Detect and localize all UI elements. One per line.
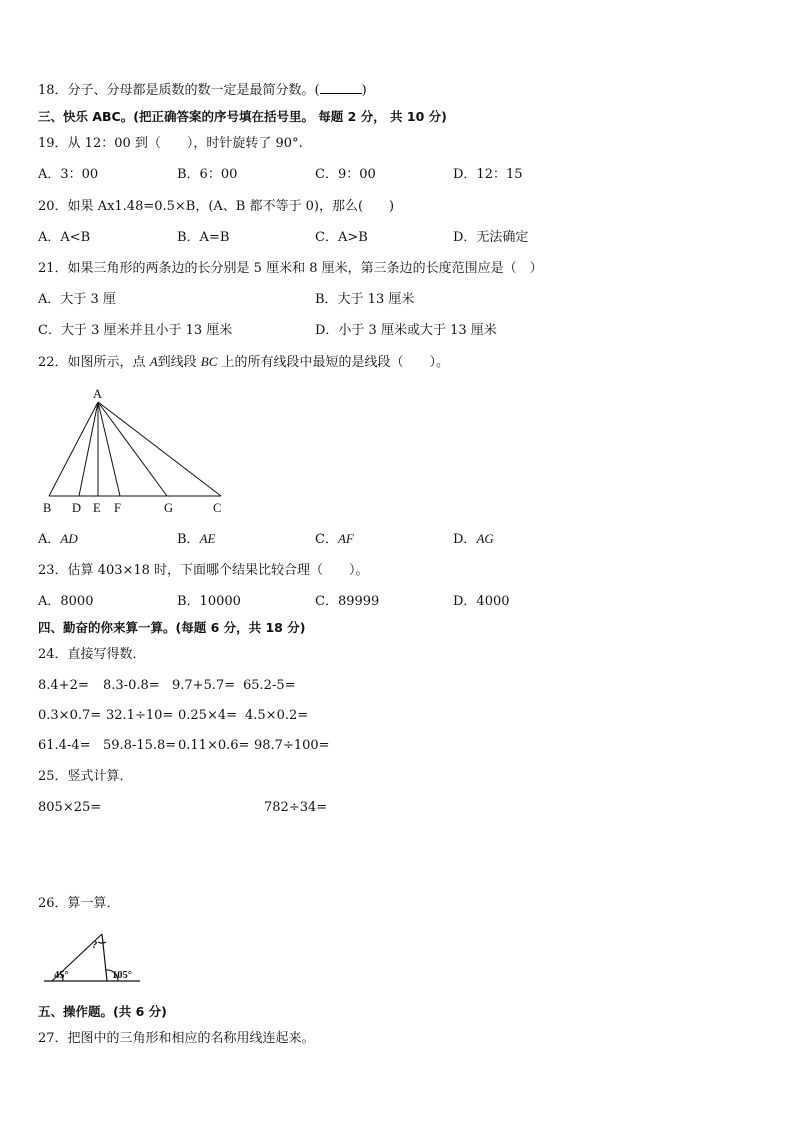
label-f: F — [114, 501, 121, 515]
q20-option-d[interactable]: D．无法确定 — [453, 230, 529, 245]
question-20: 20．如果 Ax1.48=0.5×B，(A、B 都不等于 0)，那么( ) — [38, 199, 395, 214]
question-23: 23．估算 403×18 时，下面哪个结果比较合理（ ）。 — [38, 563, 369, 578]
angle-triangle-figure — [40, 928, 150, 986]
label-d: D — [72, 501, 82, 515]
vertical-calc-left: 805×25= — [38, 800, 102, 815]
q23-option-d[interactable]: D．4000 — [453, 594, 510, 609]
segment-ad — [79, 402, 98, 496]
segment-ab — [49, 402, 98, 496]
section-4-heading: 四、勤奋的你来算一算。(每题 6 分，共 18 分) — [38, 620, 306, 635]
angle-label-105: 105° — [112, 970, 132, 981]
q19-option-c[interactable]: C．9：00 — [315, 167, 376, 182]
calc-item: 0.11×0.6= — [178, 738, 250, 753]
q21-option-c[interactable]: C．大于 3 厘米并且小于 13 厘米 — [38, 323, 233, 338]
calc-item: 98.7÷100= — [254, 738, 330, 753]
calc-item: 0.3×0.7= — [38, 708, 102, 723]
angle-arc-top — [98, 942, 106, 943]
calc-item: 0.25×4= — [178, 708, 238, 723]
calc-item: 59.8-15.8= — [103, 738, 177, 753]
q22-option-c[interactable]: C．AF — [315, 531, 354, 547]
calc-item: 8.3-0.8= — [103, 678, 160, 693]
question-21: 21．如果三角形的两条边的长分别是 5 厘米和 8 厘米，第三条边的长度范围应是（ ） — [38, 261, 543, 276]
q23-option-c[interactable]: C．89999 — [315, 594, 380, 609]
q19-option-a[interactable]: A．3：00 — [38, 167, 99, 182]
question-26: 26．算一算． — [38, 896, 120, 911]
q23-option-b[interactable]: B．10000 — [177, 594, 241, 609]
q20-option-a[interactable]: A．A<B — [38, 230, 91, 245]
answer-blank[interactable] — [320, 81, 362, 94]
question-24: 24．直接写得数． — [38, 647, 146, 662]
q20-option-b[interactable]: B．A=B — [177, 230, 230, 245]
label-e: E — [93, 501, 101, 515]
calc-item: 65.2-5= — [243, 678, 296, 693]
q22-option-d[interactable]: D．AG — [453, 531, 494, 547]
q20-option-c[interactable]: C．A>B — [315, 230, 368, 245]
question-19: 19．从 12：00 到（ ），时针旋转了 90°. — [38, 136, 303, 151]
calc-item: 32.1÷10= — [106, 708, 174, 723]
q19-option-d[interactable]: D．12：15 — [453, 167, 523, 182]
right-side — [102, 934, 107, 981]
question-22: 22．如图所示，点 A到线段 BC 上的所有线段中最短的是线段（ ）。 — [38, 354, 450, 370]
question-27: 27．把图中的三角形和相应的名称用线连起来。 — [38, 1031, 315, 1046]
label-a: A — [93, 387, 103, 401]
q21-option-a[interactable]: A．大于 3 厘 — [38, 292, 116, 307]
vertical-calc-right: 782÷34= — [264, 800, 328, 815]
q23-option-a[interactable]: A．8000 — [38, 594, 94, 609]
unknown-angle-label: ? — [92, 940, 98, 951]
label-b: B — [43, 501, 52, 515]
q21-option-b[interactable]: B．大于 13 厘米 — [315, 292, 415, 307]
calc-item: 9.7+5.7= — [172, 678, 236, 693]
q19-option-b[interactable]: B．6：00 — [177, 167, 238, 182]
section-3-heading: 三、快乐 ABC。(把正确答案的序号填在括号里。 每题 2 分， 共 10 分) — [38, 109, 447, 124]
q22-option-a[interactable]: A．AD — [38, 531, 78, 547]
angle-label-45: 45° — [54, 970, 69, 981]
calc-item: 8.4+2= — [38, 678, 89, 693]
question-18: 18．分子、分母都是质数的数一定是最简分数。( ) — [38, 83, 367, 98]
calc-item: 61.4-4= — [38, 738, 91, 753]
label-g: G — [164, 501, 174, 515]
segment-ag — [98, 402, 167, 496]
question-25: 25．竖式计算． — [38, 769, 133, 784]
calc-item: 4.5×0.2= — [245, 708, 309, 723]
label-c: C — [213, 501, 222, 515]
section-5-heading: 五、操作题。(共 6 分) — [38, 1004, 167, 1019]
q21-option-d[interactable]: D．小于 3 厘米或大于 13 厘米 — [315, 323, 497, 338]
q22-option-b[interactable]: B．AE — [177, 531, 216, 547]
triangle-abc-figure — [36, 384, 236, 516]
